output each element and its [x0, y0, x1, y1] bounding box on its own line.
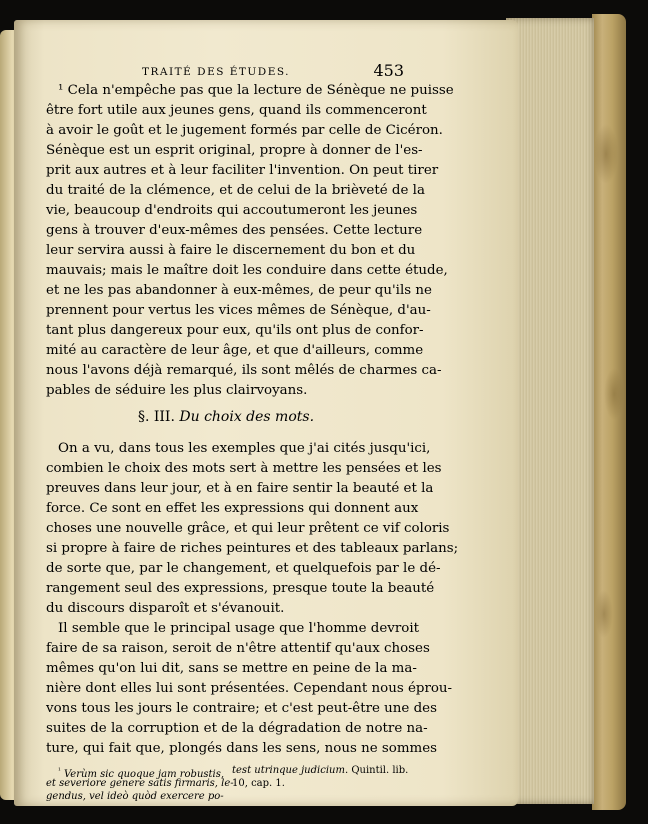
text-line: de sorte que, par le changement, et quelquefois par le dé-: [46, 561, 441, 576]
page-fore-edge: [506, 18, 594, 804]
text-line: pables de séduire les plus clairvoyans.: [46, 383, 308, 398]
text-line: prennent pour vertus les vices mêmes de Sénèque, d'au-: [46, 303, 431, 318]
footnote-source: Quintil. lib.: [351, 765, 409, 776]
text-line: faire de sa raison, seroit de n'être attentif qu'aux choses: [46, 641, 430, 656]
marbled-cover-board: [592, 14, 626, 810]
text-line: être fort utile aux jeunes gens, quand ils commenceront: [46, 103, 427, 118]
text-line: du traité de la clémence, et de celui de la brièveté de la: [46, 183, 425, 198]
footnote-line: [232, 765, 408, 778]
text-line: combien le choix des mots sert à mettre les pensées et les: [46, 461, 442, 476]
text-line: Sénèque est un esprit original, propre à donner de l'es-: [46, 143, 423, 158]
text-line: Il semble que le principal usage que l'homme devroit: [58, 621, 419, 636]
text-line: preuves dans leur jour, et à en faire sentir la beauté et la: [46, 481, 434, 496]
section-title: Du choix des mots.: [179, 409, 315, 425]
footnote-text: Verùm sic quoque jam robustis,: [64, 769, 225, 780]
text-line: du discours disparoît et s'évanouit.: [46, 601, 285, 616]
text-line: suites de la corruption et de la dégradation de notre na-: [46, 721, 428, 736]
text-line: force. Ce sont en effet les expressions qui donnent aux: [46, 501, 419, 516]
text-line: mêmes qu'on lui dit, sans se mettre en peine de la ma-: [46, 661, 417, 676]
text-line: nous l'avons déjà remarqué, ils sont mêlés de charmes ca-: [46, 363, 442, 378]
text-line: mauvais; mais le maître doit les conduire dans cette étude,: [46, 263, 448, 278]
footnote-text: test utrinque judicium.: [232, 765, 349, 776]
text-line: et ne les pas abandonner à eux-mêmes, de peur qu'ils ne: [46, 283, 432, 298]
text-line: On a vu, dans tous les exemples que j'ai cités jusqu'ici,: [58, 441, 431, 456]
text-line: vons tous les jours le contraire; et c'est peut-être une des: [46, 701, 437, 716]
running-head: TRAITÉ DES ÉTUDES.: [142, 66, 291, 78]
footnote-marker: ¹: [58, 767, 61, 775]
text-line: rangement seul des expressions, presque toute la beauté: [46, 581, 435, 596]
text-line: gens à trouver d'eux-mêmes des pensées. Cette lecture: [46, 223, 423, 238]
footnote-line: et severiore genere satis firmaris, le-: [46, 778, 234, 789]
text-line: à avoir le goût et le jugement formés par celle de Cicéron.: [46, 123, 443, 138]
text-line: ¹ Cela n'empêche pas que la lecture de Sénèque ne puisse: [58, 83, 454, 98]
text-line: tant plus dangereux pour eux, qu'ils ont plus de confor-: [46, 323, 424, 338]
footnote-reference: 10, cap. 1.: [232, 778, 285, 789]
text-line: mité au caractère de leur âge, et que d'ailleurs, comme: [46, 343, 424, 358]
text-line: choses une nouvelle grâce, et qui leur prêtent ce vif coloris: [46, 521, 450, 536]
text-line: vie, beaucoup d'endroits qui accoutumeront les jeunes: [46, 203, 418, 218]
page-number: 453: [373, 61, 404, 80]
text-line: nière dont elles lui sont présentées. Cependant nous éprou-: [46, 681, 453, 696]
text-line: prit aux autres et à leur faciliter l'invention. On peut tirer: [46, 163, 439, 178]
text-line: leur servira aussi à faire le discernement du bon et du: [46, 243, 416, 258]
text-line: ture, qui fait que, plongés dans les sens, nous ne sommes: [46, 741, 438, 756]
footnote-line: gendus, vel ideò quòd exercere po-: [46, 791, 224, 802]
section-number: §. III.: [137, 409, 175, 425]
text-line: si propre à faire de riches peintures et des tableaux parlans;: [46, 541, 459, 556]
section-heading: [46, 409, 406, 425]
